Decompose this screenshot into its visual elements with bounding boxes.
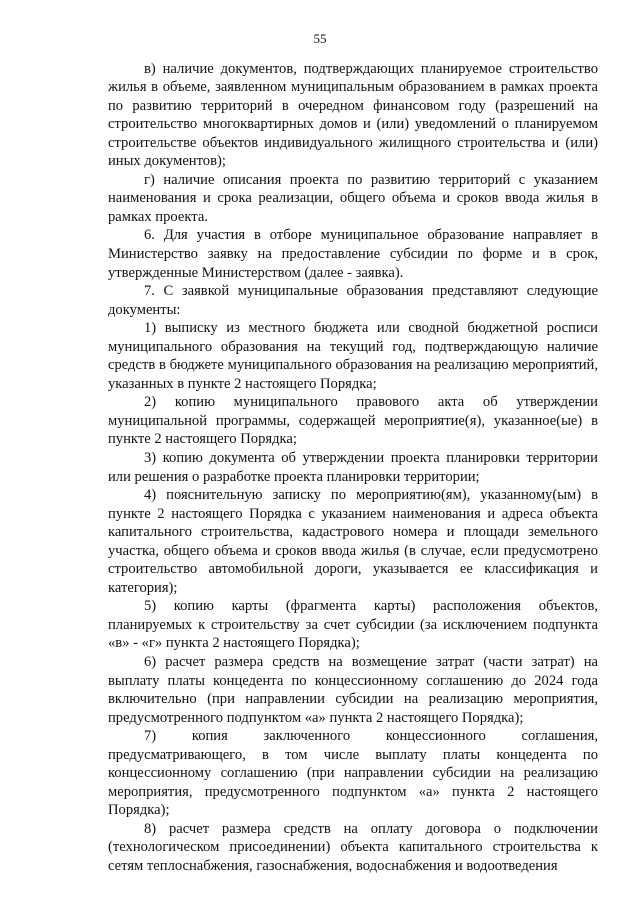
- paragraph-doc-1: 1) выписку из местного бюджета или сводной бюджетной росписи муниципального образования на текущий год, подтверждающую наличие средств в бюджете муниципального образования на реализацию мероприятий, указанных в пункте 2 настоящего Порядка;: [108, 320, 598, 392]
- paragraph-doc-6: 6) расчет размера средств на возмещение затрат (части затрат) на выплату платы концедента по концессионному соглашению до 2024 года включительно (при направлении субсидии на реализацию мероприятия, предусмотренного подпунктом «а» пункта 2 настоящего Порядка);: [108, 654, 598, 726]
- paragraph-item-g: г) наличие описания проекта по развитию территорий с указанием наименования и срока реализации, общего объема и сроков ввода жилья в рамках проекта.: [108, 171, 598, 225]
- paragraph-clause-7: 7. С заявкой муниципальные образования представляют следующие документы:: [108, 283, 598, 318]
- paragraph-doc-2: 2) копию муниципального правового акта об утверждении муниципальной программы, содержащей мероприятие(я), указанное(ые) в пункте 2 настоящего Порядка;: [108, 394, 598, 448]
- paragraph-doc-3: 3) копию документа об утверждении проекта планировки территории или решения о разработке проекта планировки территории;: [108, 449, 598, 485]
- paragraph-doc-7: 7) копия заключенного концессионного соглашения, предусматривающего, в том числе выплату платы концедента по концессионному соглашению (при направлении субсидии на реализацию мероприятия, предусмотренного подпунктом «а» пункта 2 настоящего Порядка);: [108, 728, 598, 819]
- document-body: [108, 60, 598, 876]
- paragraph-item-v: в) наличие документов, подтверждающих планируемое строительство жилья в объеме, заявленном муниципальным образованием в рамках проекта по развитию территорий в очередном финансовом году (разрешений на строительство многоквартирных домов и (или) уведомлений о планируемом строительстве объектов индивидуального жилищного строительства и (или) иных документов);: [108, 60, 598, 170]
- paragraph-doc-4: 4) пояснительную записку по мероприятию(ям), указанному(ым) в пункте 2 настоящего Порядка с указанием наименования и адреса объекта капитального строительства, кадастрового номера и площади земельного участка, общего объема и сроков ввода жилья (в случае, если предусмотрено строительство автомобильной дороги, указывается ее классификация и категория);: [108, 487, 598, 596]
- page-number: 55: [313, 31, 327, 46]
- paragraph-clause-6: 6. Для участия в отборе муниципальное образование направляет в Министерство заявку на предоставление субсидии по форме и в срок, утвержденные Министерством (далее - заявка).: [108, 227, 598, 281]
- paragraph-doc-5: 5) копию карты (фрагмента карты) расположения объектов, планируемых к строительству за счет субсидии (за исключением подпункта «в» - «г» пункта 2 настоящего Порядка);: [108, 598, 598, 652]
- paragraph-doc-8: 8) расчет размера средств на оплату договора о подключении (технологическом присоединении) объекта капитального строительства к сетям теплоснабжения, газоснабжения, водоснабжения и водоотведения: [108, 820, 598, 875]
